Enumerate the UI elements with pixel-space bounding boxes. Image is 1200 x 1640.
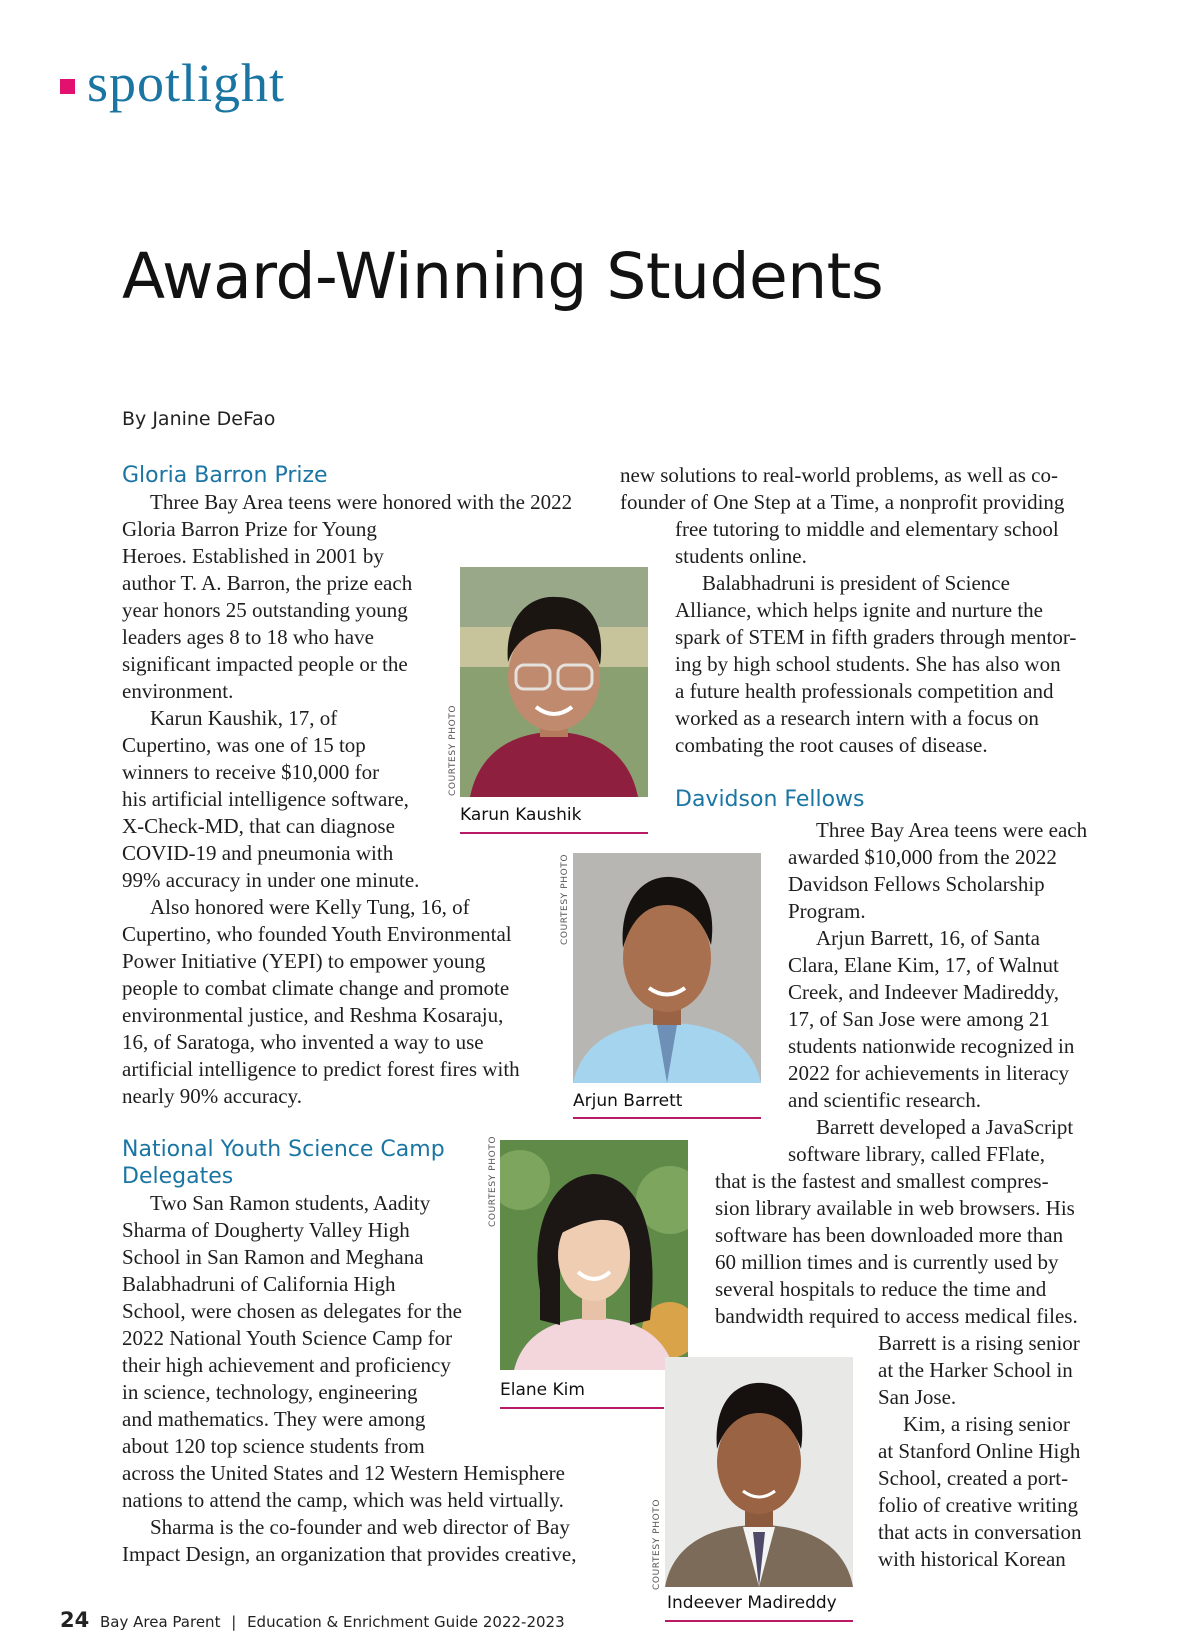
body-line: environment.	[122, 679, 234, 703]
body-line: winners to receive $10,000 for	[122, 760, 380, 784]
body-line: people to combat climate change and promote	[122, 976, 510, 1000]
body-line: San Jose.	[878, 1385, 957, 1409]
body-line: nearly 90% accuracy.	[122, 1084, 302, 1108]
body-line: Clara, Elane Kim, 17, of Walnut	[788, 953, 1059, 977]
body-line: Barrett is a rising senior	[878, 1331, 1080, 1355]
body-line: at Stanford Online High	[878, 1439, 1081, 1463]
caption-rule	[500, 1407, 664, 1409]
body-line: Alliance, which helps ignite and nurture the	[675, 598, 1043, 622]
body-line: Two San Ramon students, Aadity	[150, 1191, 431, 1215]
article-headline: Award-Winning Students	[122, 240, 884, 313]
portrait-elane-kim	[500, 1140, 688, 1370]
body-line: software library, called FFlate,	[788, 1142, 1045, 1166]
body-line: artificial intelligence to predict forest fires with	[122, 1057, 520, 1081]
portrait-arjun-barrett	[573, 853, 761, 1083]
body-line: Kim, a rising senior	[903, 1412, 1070, 1436]
body-line: with historical Korean	[878, 1547, 1066, 1571]
body-line: Balabhadruni of California High	[122, 1272, 396, 1296]
body-line: Balabhadruni is president of Science	[702, 571, 1010, 595]
subhead-gloria-barron-prize: Gloria Barron Prize	[122, 463, 328, 488]
body-line: several hospitals to reduce the time and	[715, 1277, 1047, 1301]
body-line: folio of creative writing	[878, 1493, 1079, 1517]
photo-credit: COURTESY PHOTO	[448, 704, 458, 796]
byline: By Janine DeFao	[122, 408, 276, 430]
body-line: Davidson Fellows Scholarship	[788, 872, 1045, 896]
body-line: Barrett developed a JavaScript	[816, 1115, 1074, 1139]
body-line: his artificial intelligence software,	[122, 787, 409, 811]
body-line: awarded $10,000 from the 2022	[788, 845, 1057, 869]
body-line: that acts in conversation	[878, 1520, 1082, 1544]
body-line: 60 million times and is currently used by	[715, 1250, 1059, 1274]
body-line: Three Bay Area teens were honored with the 2022	[150, 490, 573, 514]
body-line: Creek, and Indeever Madireddy,	[788, 980, 1059, 1004]
body-line: new solutions to real-world problems, as well as co-	[620, 463, 1058, 487]
subhead-davidson-fellows: Davidson Fellows	[675, 787, 865, 812]
body-line: that is the fastest and smallest compres-	[715, 1169, 1049, 1193]
body-line: 16, of Saratoga, who invented a way to use	[122, 1030, 484, 1054]
body-line: significant impacted people or the	[122, 652, 408, 676]
body-line: Also honored were Kelly Tung, 16, of	[150, 895, 470, 919]
page-footer	[60, 1608, 565, 1632]
caption-indeever-madireddy: Indeever Madireddy	[667, 1593, 837, 1613]
body-line: leaders ages 8 to 18 who have	[122, 625, 374, 649]
body-line: Gloria Barron Prize for Young	[122, 517, 377, 541]
body-line: at the Harker School in	[878, 1358, 1073, 1382]
body-line: Sharma is the co-founder and web director of Bay	[150, 1515, 570, 1539]
body-line: Impact Design, an organization that provides creative,	[122, 1542, 577, 1566]
body-line: Cupertino, who founded Youth Environmental	[122, 922, 512, 946]
body-line: author T. A. Barron, the prize each	[122, 571, 413, 595]
photo-credit: COURTESY PHOTO	[488, 1135, 498, 1227]
body-line: spark of STEM in fifth graders through mentor-	[675, 625, 1077, 649]
body-line: worked as a research intern with a focus on	[675, 706, 1039, 730]
body-line: ing by high school students. She has also won	[675, 652, 1061, 676]
caption-arjun-barrett: Arjun Barrett	[573, 1091, 683, 1111]
body-line: students online.	[675, 544, 807, 568]
body-line: founder of One Step at a Time, a nonprofit providing	[620, 490, 1065, 514]
body-line: 99% accuracy in under one minute.	[122, 868, 420, 892]
portrait-karun-kaushik	[460, 567, 648, 797]
body-line: their high achievement and proficiency	[122, 1353, 451, 1377]
body-line: free tutoring to middle and elementary school	[675, 517, 1059, 541]
body-line: Three Bay Area teens were each	[816, 818, 1088, 842]
body-line: 2022 for achievements in literacy	[788, 1061, 1070, 1085]
body-line: 2022 National Youth Science Camp for	[122, 1326, 453, 1350]
body-line: COVID-19 and pneumonia with	[122, 841, 394, 865]
body-line: and mathematics. They were among	[122, 1407, 426, 1431]
body-line: Power Initiative (YEPI) to empower young	[122, 949, 486, 973]
section-flag	[60, 52, 285, 114]
body-line: software has been downloaded more than	[715, 1223, 1064, 1247]
body-line: sion library available in web browsers. His	[715, 1196, 1075, 1220]
photo-credit: COURTESY PHOTO	[652, 1498, 662, 1590]
subhead-nysc-line1: National Youth Science Camp	[122, 1137, 445, 1162]
body-line: and scientific research.	[788, 1088, 981, 1112]
body-line: Heroes. Established in 2001 by	[122, 544, 384, 568]
body-line: 17, of San Jose were among 21	[788, 1007, 1050, 1031]
body-line: a future health professionals competition and	[675, 679, 1054, 703]
body-line: Program.	[788, 899, 866, 923]
page-number: 24	[60, 1608, 90, 1632]
body-line: nations to attend the camp, which was held virtually.	[122, 1488, 564, 1512]
body-line: Arjun Barrett, 16, of Santa	[816, 926, 1040, 950]
caption-rule	[460, 832, 648, 834]
magazine-name: Bay Area Parent	[100, 1613, 221, 1631]
body-line: about 120 top science students from	[122, 1434, 425, 1458]
body-line: across the United States and 12 Western Hemisphere	[122, 1461, 565, 1485]
subhead-nysc-line2: Delegates	[122, 1164, 234, 1189]
body-line: Sharma of Dougherty Valley High	[122, 1218, 410, 1242]
body-line: Karun Kaushik, 17, of	[150, 706, 338, 730]
body-line: in science, technology, engineering	[122, 1380, 418, 1404]
photo-credit: COURTESY PHOTO	[560, 853, 570, 945]
body-line: School, created a port-	[878, 1466, 1069, 1490]
section-square-icon	[60, 79, 75, 94]
caption-elane-kim: Elane Kim	[500, 1380, 585, 1400]
body-line: X-Check-MD, that can diagnose	[122, 814, 395, 838]
caption-rule	[665, 1620, 853, 1622]
body-line: bandwidth required to access medical files.	[715, 1304, 1078, 1328]
caption-rule	[573, 1117, 761, 1119]
body-line: students nationwide recognized in	[788, 1034, 1075, 1058]
body-line: School in San Ramon and Meghana	[122, 1245, 424, 1269]
body-line: Cupertino, was one of 15 top	[122, 733, 366, 757]
guide-name: Education & Enrichment Guide 2022-2023	[247, 1613, 565, 1631]
body-line: School, were chosen as delegates for the	[122, 1299, 462, 1323]
portrait-indeever-madireddy	[665, 1357, 853, 1587]
caption-karun-kaushik: Karun Kaushik	[460, 805, 582, 825]
footer-separator: |	[231, 1613, 237, 1631]
body-line: combating the root causes of disease.	[675, 733, 988, 757]
body-line: environmental justice, and Reshma Kosaraju,	[122, 1003, 504, 1027]
body-line: year honors 25 outstanding young	[122, 598, 408, 622]
section-label: spotlight	[87, 53, 286, 113]
